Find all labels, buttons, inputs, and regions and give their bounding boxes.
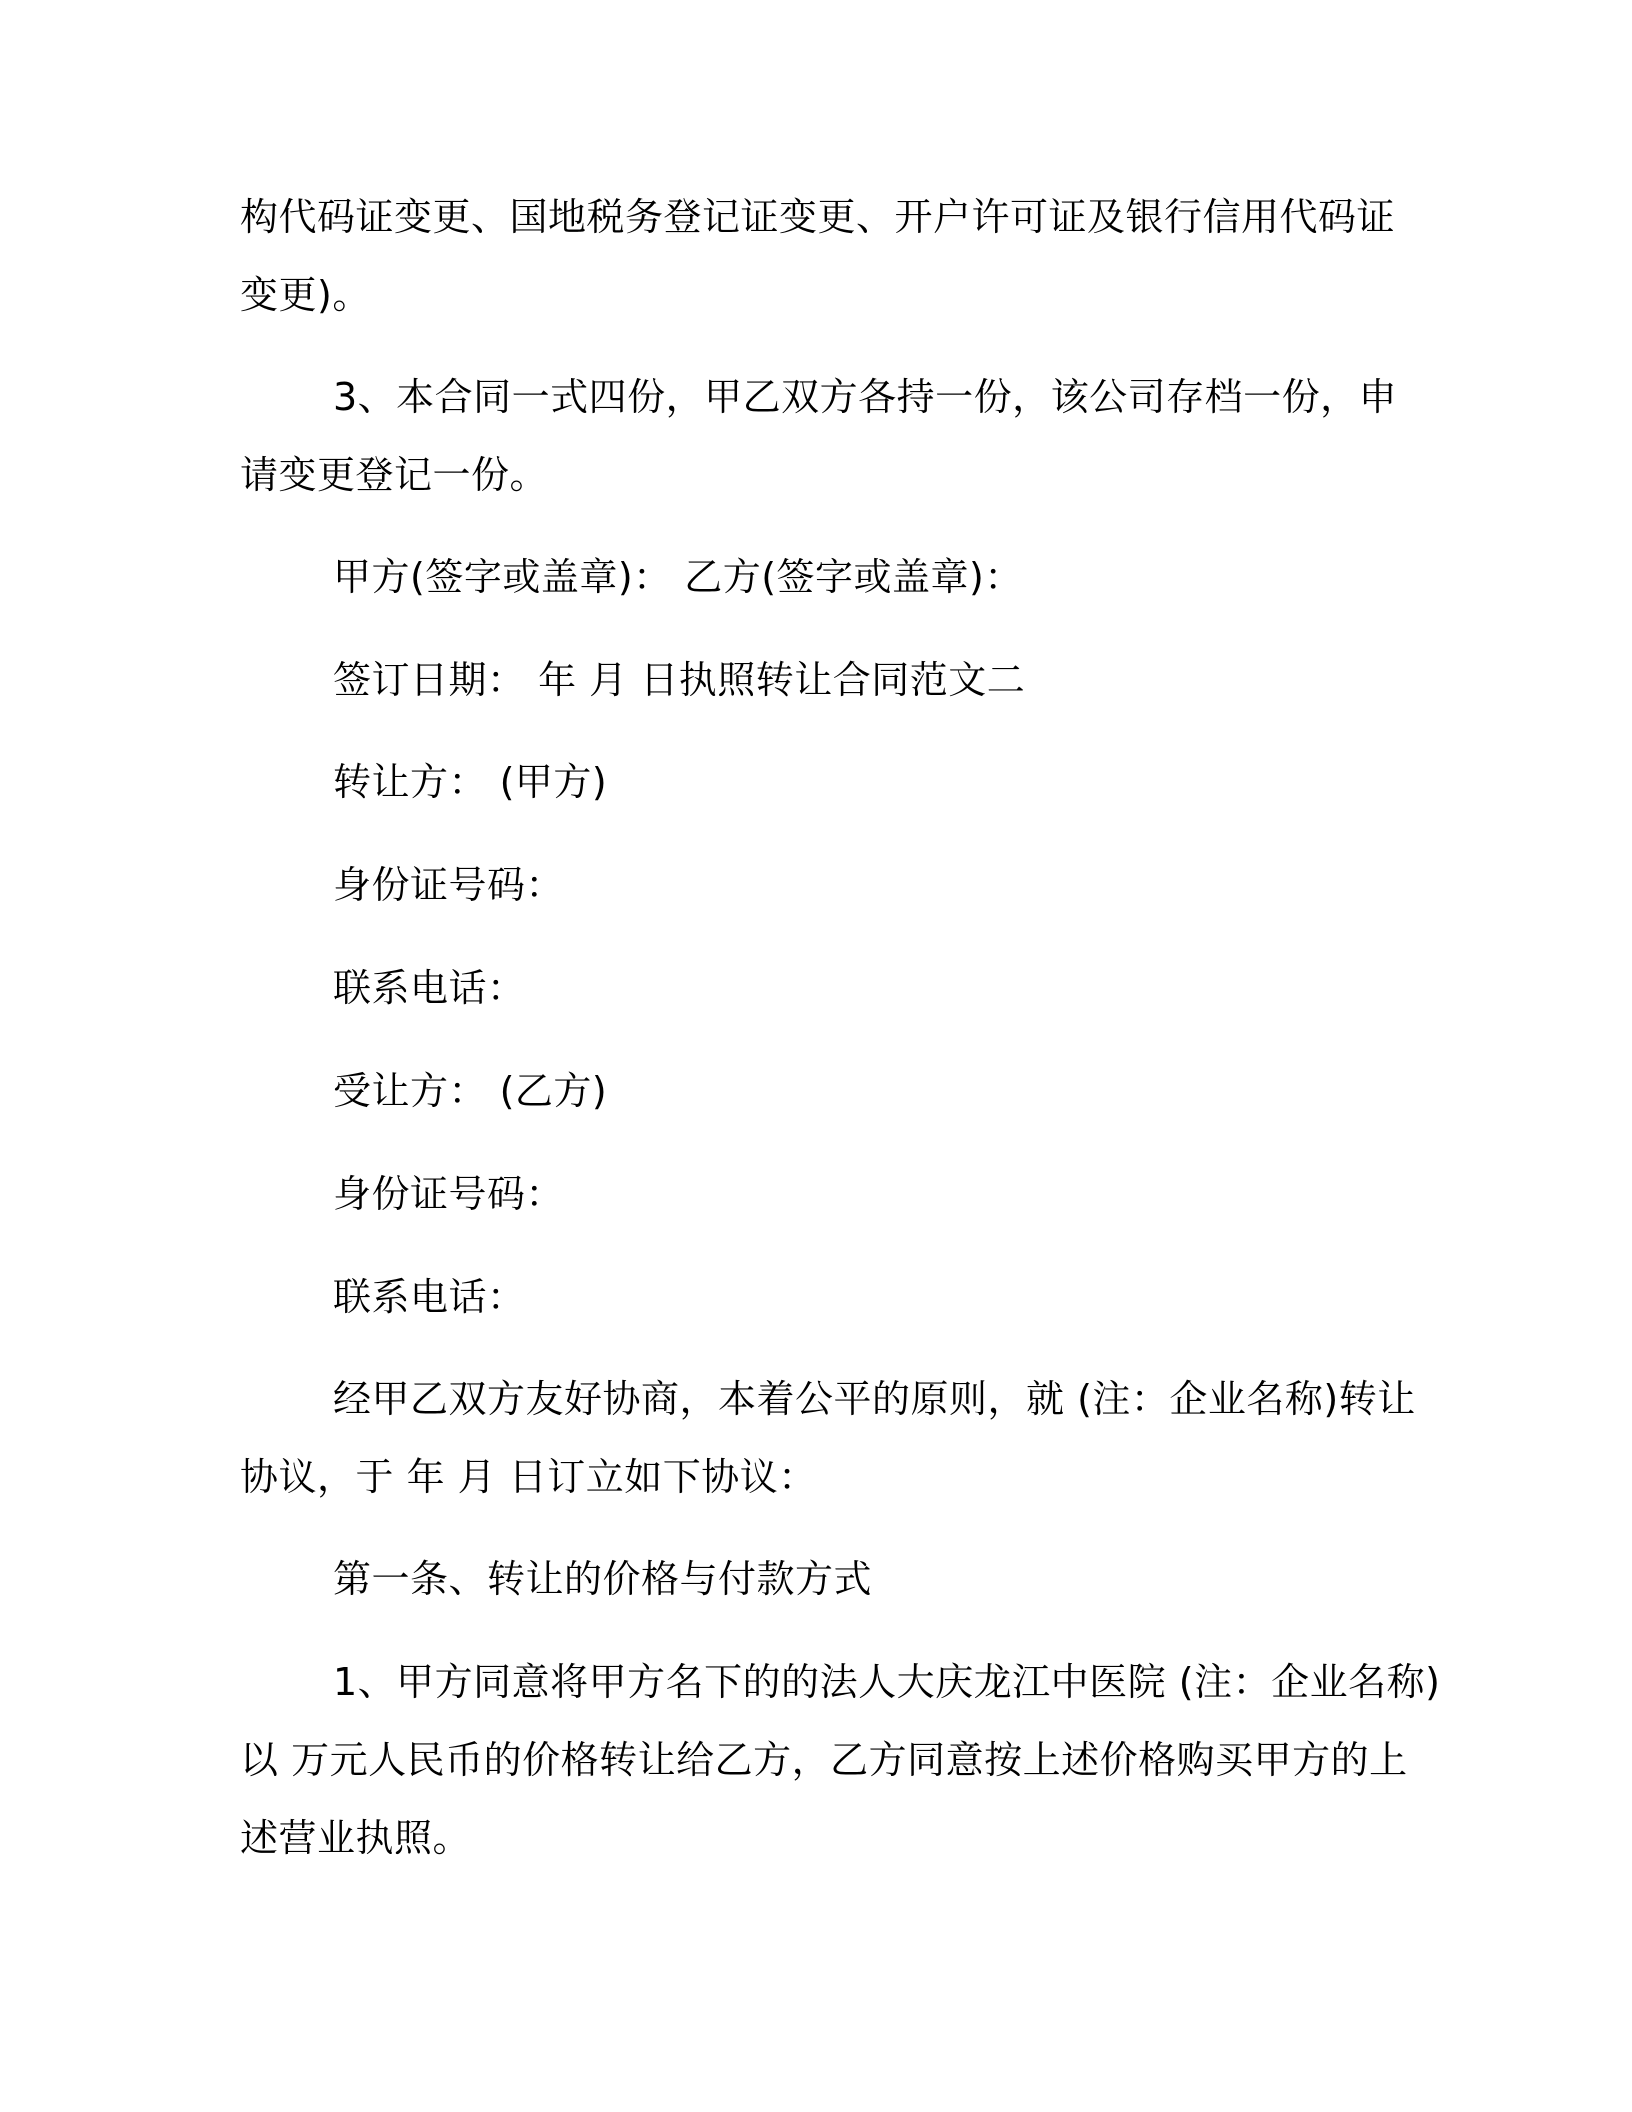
text-line-14: 协议，于 年 月 日订立如下协议： xyxy=(240,1455,817,1499)
sign-date-line: 签订日期： 年 月 日执照转让合同范文二 xyxy=(333,658,1026,702)
text-line-4: 请变更登记一份。 xyxy=(240,453,549,497)
transferor-line: 转让方： (甲方) xyxy=(333,760,608,804)
text-line-3: 3、本合同一式四份，甲乙双方各持一份，该公司存档一份，申 xyxy=(333,375,1398,419)
text-line-13: 经甲乙双方友好协商，本着公平的原则，就 (注：企业名称)转让 xyxy=(333,1377,1416,1421)
text-line-2: 变更)。 xyxy=(240,273,371,317)
text-line-16: 1、甲方同意将甲方名下的的法人大庆龙江中医院 (注：企业名称) xyxy=(333,1660,1441,1704)
transferee-phone-line: 联系电话： xyxy=(333,1275,526,1319)
transferee-id-line: 身份证号码： xyxy=(333,1172,565,1216)
transferor-id-line: 身份证号码： xyxy=(333,863,565,907)
signature-line: 甲方(签字或盖章)： 乙方(签字或盖章)： xyxy=(333,555,1023,599)
article-heading: 第一条、转让的价格与付款方式 xyxy=(333,1557,873,1601)
text-line-18: 述营业执照。 xyxy=(240,1816,472,1860)
text-line-17: 以 万元人民币的价格转让给乙方，乙方同意按上述价格购买甲方的上 xyxy=(240,1738,1408,1782)
transferee-line: 受让方： (乙方) xyxy=(333,1069,608,1113)
text-line-1: 构代码证变更、国地税务登记证变更、开户许可证及银行信用代码证 xyxy=(240,195,1396,239)
transferor-phone-line: 联系电话： xyxy=(333,966,526,1010)
